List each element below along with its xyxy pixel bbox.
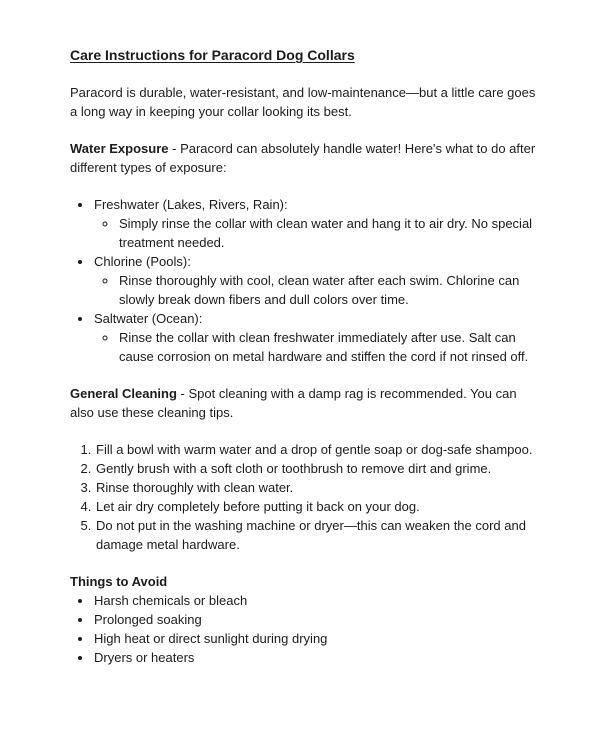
avoid-item: • Harsh chemicals or bleach [93,591,540,610]
cleaning-step: 3. Rinse thoroughly with clean water. [95,478,540,497]
list-item-chlorine [93,252,540,309]
list-item-freshwater [93,195,540,252]
water-exposure-paragraph [70,139,540,177]
cleaning-step: 1. Fill a bowl with warm water and a drop of gentle soap or dog-safe shampoo. [95,440,540,459]
general-cleaning-lead: Spot cleaning with a damp rag is recommended. You can also use these cleaning tips. [70,386,517,420]
list-item-label: Saltwater (Ocean): [94,311,203,326]
avoid-item: • High heat or direct sunlight during drying [93,629,540,648]
cleaning-steps-list [70,440,540,554]
general-cleaning-heading: General Cleaning [70,386,177,401]
list-subitem: ◦ Rinse the collar with clean freshwater immediately after use. Salt can cause corrosion on metal hardware and stiffen the cord if not rinsed off. [118,328,540,366]
avoid-item: • Prolonged soaking [93,610,540,629]
things-to-avoid-heading-text: Things to Avoid [70,574,168,589]
cleaning-step: 4. Let air dry completely before putting it back on your dog. [95,497,540,516]
avoid-item: • Dryers or heaters [93,648,540,667]
water-exposure-list [70,195,540,366]
things-to-avoid-list [70,591,540,667]
list-subitem: ◦ Rinse thoroughly with cool, clean water after each swim. Chlorine can slowly break down fibers and dull colors over time. [118,271,540,309]
cleaning-step: 2. Gently brush with a soft cloth or toothbrush to remove dirt and grime. [95,459,540,478]
list-item-label: Freshwater (Lakes, Rivers, Rain): [94,197,288,212]
list-subitem: ◦ Simply rinse the collar with clean water and hang it to air dry. No special treatment needed. [118,214,540,252]
cleaning-step: 5. Do not put in the washing machine or dryer—this can weaken the cord and damage metal hardware. [95,516,540,554]
chlorine-sublist [94,271,540,309]
saltwater-sublist [94,328,540,366]
list-item-saltwater [93,309,540,366]
water-exposure-heading: Water Exposure [70,141,169,156]
list-item-label: Chlorine (Pools): [94,254,191,269]
water-exposure-separator: - [168,141,181,156]
general-cleaning-paragraph [70,384,540,422]
intro-paragraph: Paracord is durable, water-resistant, and low-maintenance—but a little care goes a long way in keeping your collar looking its best. [70,85,536,119]
general-cleaning-separator: - [176,386,189,401]
freshwater-sublist [94,214,540,252]
water-exposure-lead: Paracord can absolutely handle water! Here's what to do after different types of exposure: [70,141,536,175]
things-to-avoid-heading [70,572,540,591]
doc-title: Care Instructions for Paracord Dog Collars [70,47,355,63]
